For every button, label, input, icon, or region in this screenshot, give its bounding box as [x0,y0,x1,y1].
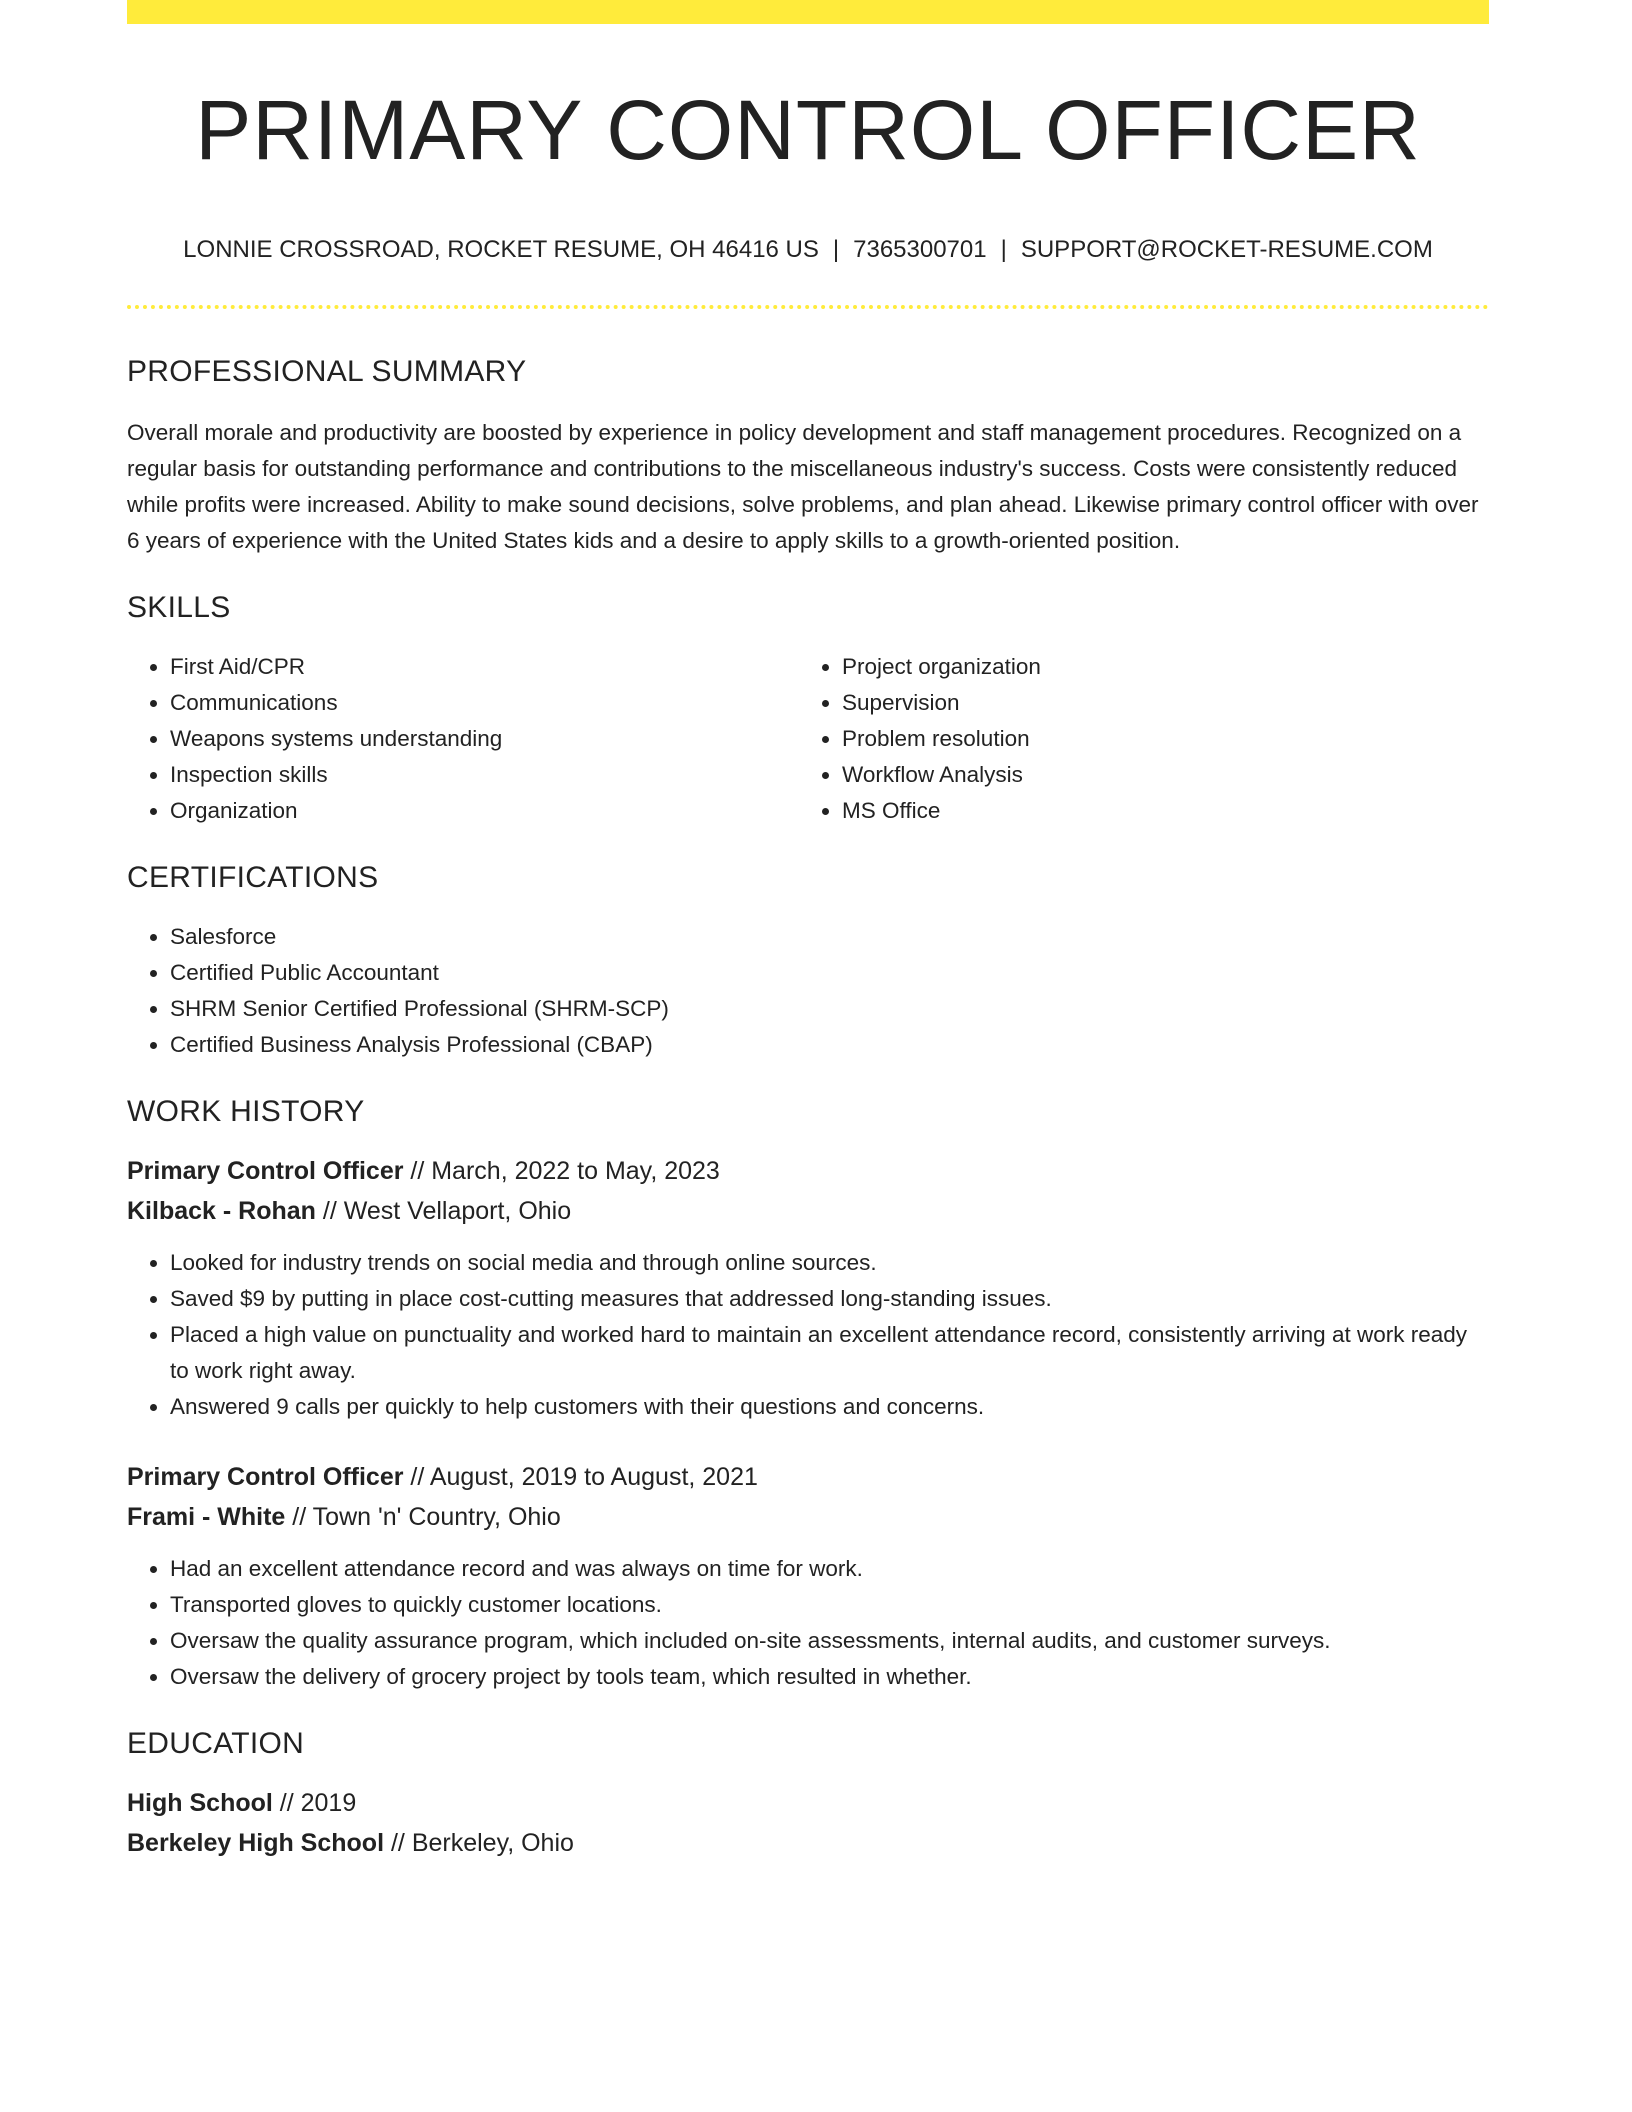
skill-item: • Communications [170,685,799,721]
skill-item: • Supervision [842,685,1471,721]
contact-phone: 7365300701 [853,236,987,264]
job-location: // Town 'n' Country, Ohio [285,1503,561,1532]
job-bullet: • Saved $9 by putting in place cost-cutting measures that addressed long-standing issues. [170,1281,1489,1317]
education-heading: EDUCATION [127,1727,305,1761]
skill-item: • First Aid/CPR [170,649,799,685]
contact-address: LONNIE CROSSROAD, ROCKET RESUME, OH 46416 US [183,236,819,264]
job-bullet-list [127,1245,1489,1425]
skill-item: • Problem resolution [842,721,1471,757]
contact-email: SUPPORT@ROCKET-RESUME.COM [1020,236,1433,264]
skills-heading: SKILLS [127,591,231,625]
education-location: // Berkeley, Ohio [384,1829,574,1858]
skills-left-list [127,649,799,829]
job-role: Primary Control Officer [127,1463,404,1492]
job-bullet: • Oversaw the delivery of grocery project by tools team, which resulted in whether. [170,1659,1489,1695]
certification-item: • Certified Public Accountant [170,955,1489,991]
skill-item: • Workflow Analysis [842,757,1471,793]
resume-page [127,0,1489,1863]
job-company-line [127,1191,1489,1231]
job-role: Primary Control Officer [127,1157,404,1186]
job-company: Kilback - Rohan [127,1197,316,1226]
certification-item: • Certified Business Analysis Professional (CBAP) [170,1027,1489,1063]
job-bullet: • Looked for industry trends on social media and through online sources. [170,1245,1489,1281]
education-degree: High School [127,1789,273,1818]
education-school: Berkeley High School [127,1829,385,1858]
education-year: // 2019 [272,1789,357,1818]
skills-columns [127,649,1489,829]
resume-title: PRIMARY CONTROL OFFICER [195,83,1421,177]
skills-right-list [799,649,1471,829]
accent-bar [127,0,1489,24]
dotted-divider [127,305,1489,309]
job-title-line [127,1457,1489,1497]
job-bullet: • Transported gloves to quickly customer locations. [170,1587,1489,1623]
contact-separator: | [832,236,840,264]
contact-separator: | [1000,236,1007,264]
certification-item: • Salesforce [170,919,1489,955]
skill-item: • Inspection skills [170,757,799,793]
job-company-line [127,1497,1489,1537]
skill-item: • Weapons systems understanding [170,721,799,757]
education-degree-line [127,1783,1489,1823]
job-bullet-list [127,1551,1489,1695]
skill-item: • MS Office [842,793,1471,829]
job-location: // West Vellaport, Ohio [315,1197,572,1226]
education-school-line [127,1823,1489,1863]
job-dates: // August, 2019 to August, 2021 [403,1463,758,1492]
certifications-list [127,919,1489,1063]
job-bullet: • Had an excellent attendance record and was always on time for work. [170,1551,1489,1587]
contact-line [127,236,1489,265]
certifications-heading: CERTIFICATIONS [127,861,379,895]
work-history-heading: WORK HISTORY [127,1095,365,1129]
skill-item: • Project organization [842,649,1471,685]
certification-item: • SHRM Senior Certified Professional (SHRM-SCP) [170,991,1489,1027]
summary-text: Overall morale and productivity are boosted by experience in policy development and staff management procedures. Recognized on a regular basis for outstanding performance and contributions to the miscellaneous industry's success. Costs were consistently reduced while profits were increased. Ability to make sound decisions, solve problems, and plan ahead. Likewise primary control officer with over 6 years of experience with the United States kids and a desire to apply skills to a growth-oriented position. [127,420,1479,554]
job-title-line [127,1151,1489,1191]
job-bullet: • Oversaw the quality assurance program, which included on-site assessments, internal audits, and customer surveys. [170,1623,1489,1659]
summary-heading: PROFESSIONAL SUMMARY [127,355,527,389]
job-dates: // March, 2022 to May, 2023 [403,1157,720,1186]
skill-item: • Organization [170,793,799,829]
job-bullet: • Placed a high value on punctuality and worked hard to maintain an excellent attendance record, consistently arriving at work ready to work right away. [170,1317,1489,1389]
job-company: Frami - White [127,1503,286,1532]
job-bullet: • Answered 9 calls per quickly to help customers with their questions and concerns. [170,1389,1489,1425]
